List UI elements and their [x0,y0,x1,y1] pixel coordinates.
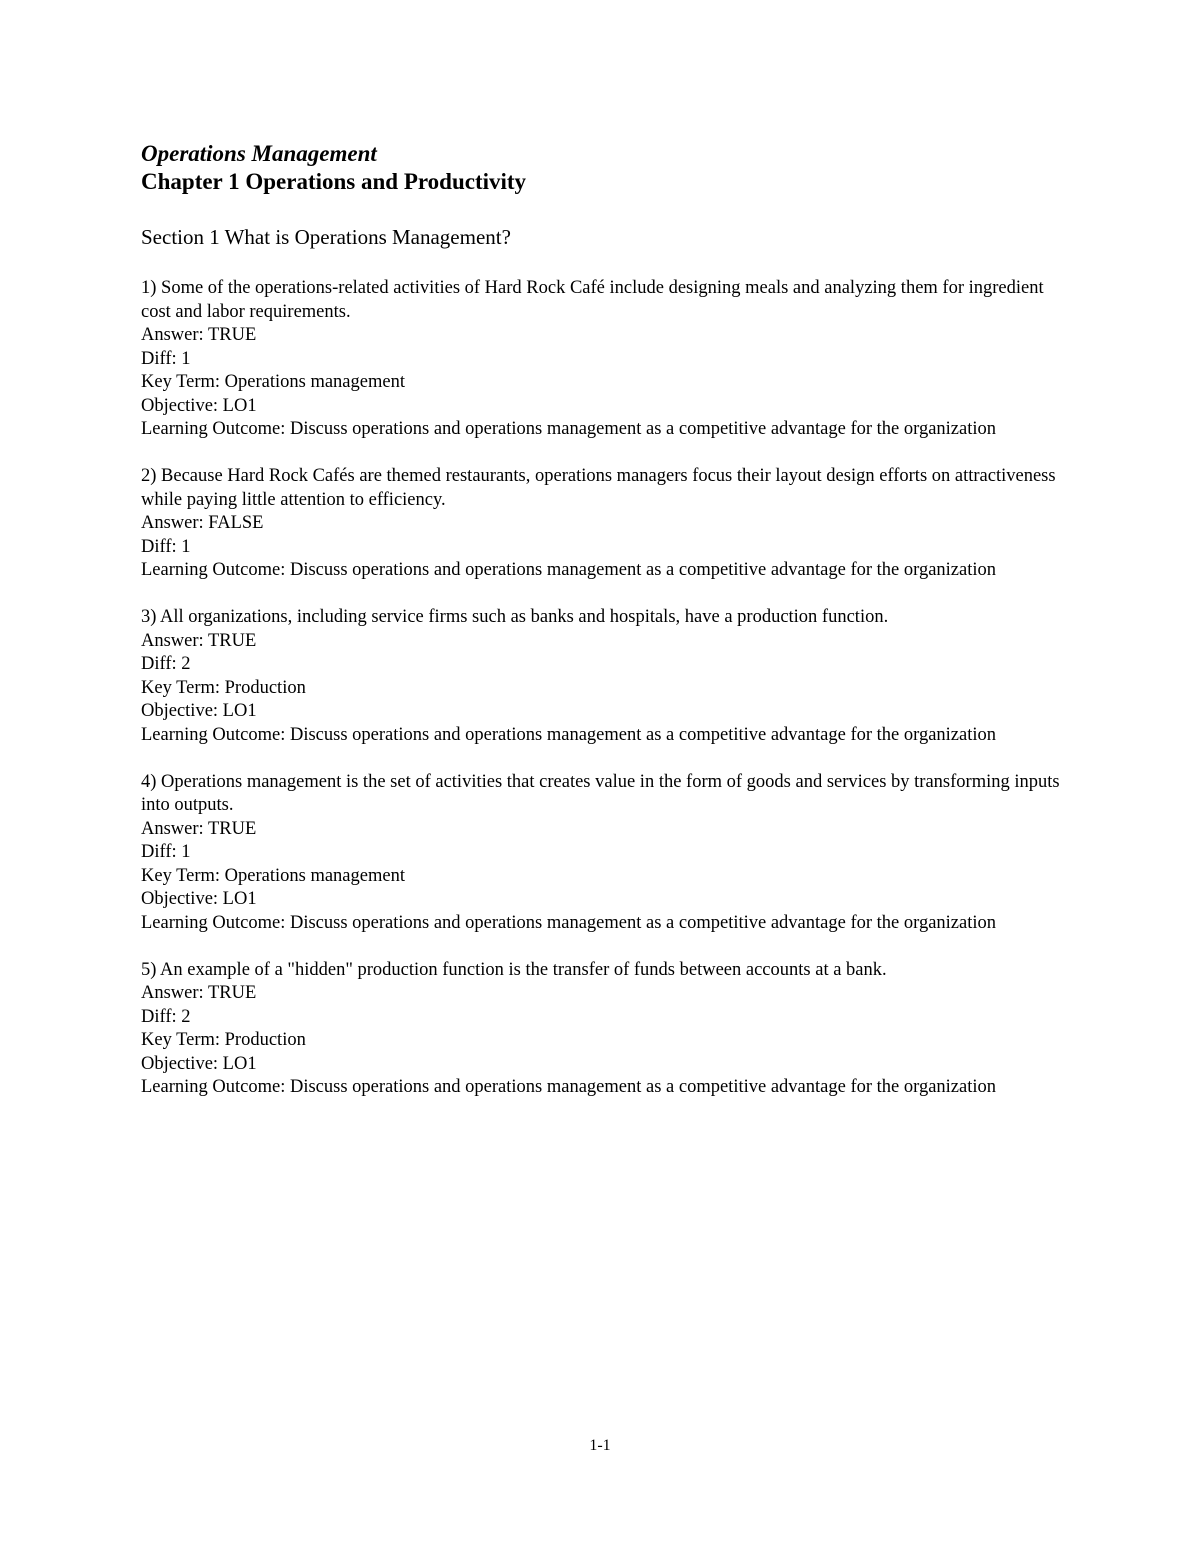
answer-line: Answer: TRUE [141,818,257,839]
difficulty-line: Diff: 1 [141,536,191,557]
question-text: 4) Operations management is the set of activities that creates value in the form of goods and services by transforming inputs into outputs. [141,771,1060,815]
difficulty-line: Diff: 1 [141,348,191,369]
learning-outcome-line: Learning Outcome: Discuss operations and operations management as a competitive advantage for the organization [141,419,997,439]
question-item [141,606,1061,747]
learning-outcome-line: Learning Outcome: Discuss operations and operations management as a competitive advantage for the organization [141,912,997,933]
objective-line: Objective: LO1 [141,1053,257,1074]
answer-line: Answer: TRUE [141,983,257,1003]
key-term-line: Key Term: Production [141,1030,306,1050]
chapter-title: Chapter 1 Operations and Productivity [141,169,527,194]
learning-outcome-line: Learning Outcome: Discuss operations and operations management as a competitive advantage for the organization [141,560,997,580]
key-term-line: Key Term: Operations management [141,372,405,392]
question-text: 5) An example of a "hidden" production function is the transfer of funds between accounts at a bank. [141,959,887,980]
answer-line: Answer: TRUE [141,630,257,651]
difficulty-line: Diff: 1 [141,842,191,862]
key-term-line: Key Term: Production [141,677,306,698]
page-number: 1-1 [589,1437,611,1454]
section-title: Section 1 What is Operations Management? [141,225,511,249]
learning-outcome-line: Learning Outcome: Discuss operations and operations management as a competitive advantage for the organization [141,724,997,745]
document-page [141,140,1061,1123]
objective-line: Objective: LO1 [141,889,257,909]
question-item [141,959,1061,1100]
question-item [141,771,1061,936]
learning-outcome-line: Learning Outcome: Discuss operations and operations management as a competitive advantage for the organization [141,1077,997,1097]
key-term-line: Key Term: Operations management [141,865,405,886]
question-text: 2) Because Hard Rock Cafés are themed restaurants, operations managers focus their layout design efforts on attractiveness while paying little attention to efficiency. [141,466,1056,510]
answer-line: Answer: FALSE [141,513,264,533]
objective-line: Objective: LO1 [141,701,257,721]
difficulty-line: Diff: 2 [141,1006,191,1027]
objective-line: Objective: LO1 [141,395,257,416]
question-item [141,465,1061,583]
answer-line: Answer: TRUE [141,325,257,345]
question-item [141,277,1061,442]
question-text: 1) Some of the operations-related activities of Hard Rock Café include designing meals and analyzing them for ingredient cost and labor requirements. [141,278,1044,322]
difficulty-line: Diff: 2 [141,654,191,674]
question-text: 3) All organizations, including service firms such as banks and hospitals, have a production function. [141,607,889,627]
question-list [141,277,1061,1100]
book-title: Operations Management [141,141,377,166]
